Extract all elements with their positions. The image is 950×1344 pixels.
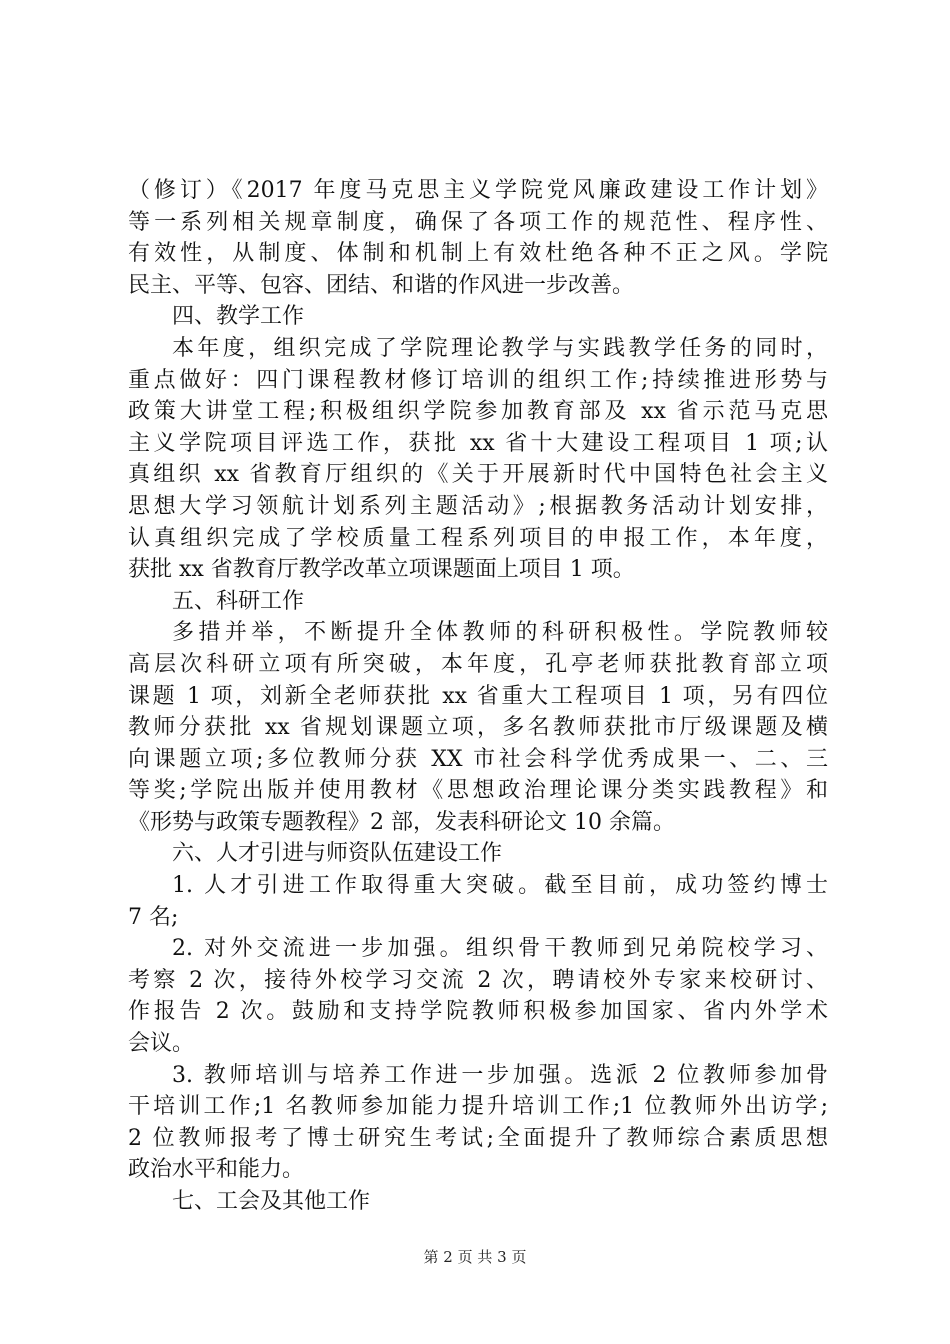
paragraph-line: 2. 对外交流进一步加强。组织骨干教师到兄弟院校学习、 [172,936,828,962]
paragraph-line: 政策大讲堂工程;积极组织学院参加教育部及 xx 省示范马克思 [128,399,828,425]
paragraph-line: 主义学院项目评选工作，获批 xx 省十大建设工程项目 1 项;认 [128,430,828,456]
paragraph-line: 多措并举，不断提升全体教师的科研积极性。学院教师较 [172,620,828,646]
paragraph-line: 3. 教师培训与培养工作进一步加强。选派 2 位教师参加骨 [172,1062,828,1088]
paragraph-line: （修订）《2017 年度马克思主义学院党风廉政建设工作计划》 [128,178,828,203]
paragraph-line: 7 名; [128,904,179,930]
section-heading: 六、人才引进与师资队伍建设工作 [172,841,503,867]
paragraph-line: 考察 2 次，接待外校学习交流 2 次，聘请校外专家来校研讨、 [128,967,828,993]
paragraph-line: 作报告 2 次。鼓励和支持学院教师积极参加国家、省内外学术 [128,999,828,1025]
section-heading: 五、科研工作 [172,588,305,614]
section-heading: 四、教学工作 [172,304,305,330]
paragraph-line: 1. 人才引进工作取得重大突破。截至目前，成功签约博士 [172,873,828,899]
paragraph-line: 向课题立项;多位教师分获 XX 市社会科学优秀成果一、二、三 [128,746,828,772]
paragraph-line: 有效性，从制度、体制和机制上有效杜绝各种不正之风。学院 [128,241,828,267]
paragraph-line: 2 位教师报考了博士研究生考试;全面提升了教师综合素质思想 [128,1125,828,1151]
paragraph-line: 政治水平和能力。 [128,1157,305,1183]
paragraph-line: 干培训工作;1 名教师参加能力提升培训工作;1 位教师外出访学; [128,1094,828,1120]
paragraph-line: 认真组织完成了学校质量工程系列项目的申报工作，本年度， [128,525,828,551]
paragraph-line: 等奖;学院出版并使用教材《思想政治理论课分类实践教程》和 [128,778,828,804]
paragraph-line: 本年度，组织完成了学院理论教学与实践教学任务的同时， [172,335,828,361]
paragraph-line: 获批 xx 省教育厅教学改革立项课题面上项目 1 项。 [128,557,635,583]
page-footer: 第 2 页 共 3 页 [423,1248,527,1266]
paragraph-line: 真组织 xx 省教育厅组织的《关于开展新时代中国特色社会主义 [128,462,828,488]
paragraph-line: 教师分获批 xx 省规划课题立项，多名教师获批市厅级课题及横 [128,715,828,741]
paragraph-line: 民主、平等、包容、团结、和谐的作风进一步改善。 [128,272,635,298]
paragraph-line: 等一系列相关规章制度，确保了各项工作的规范性、程序性、 [128,209,828,235]
section-heading: 七、工会及其他工作 [172,1189,371,1214]
paragraph-line: 课题 1 项，刘新全老师获批 xx 省重大工程项目 1 项，另有四位 [128,683,828,709]
paragraph-line: 思想大学习领航计划系列主题活动》;根据教务活动计划安排， [128,493,828,519]
paragraph-line: 高层次科研立项有所突破，本年度，孔亭老师获批教育部立项 [128,651,828,677]
paragraph-line: 《形势与政策专题教程》2 部，发表科研论文 10 余篇。 [128,809,675,835]
paragraph-line: 重点做好：四门课程教材修订培训的组织工作;持续推进形势与 [128,367,828,393]
document-body [128,175,828,1218]
paragraph-line: 会议。 [128,1031,195,1057]
